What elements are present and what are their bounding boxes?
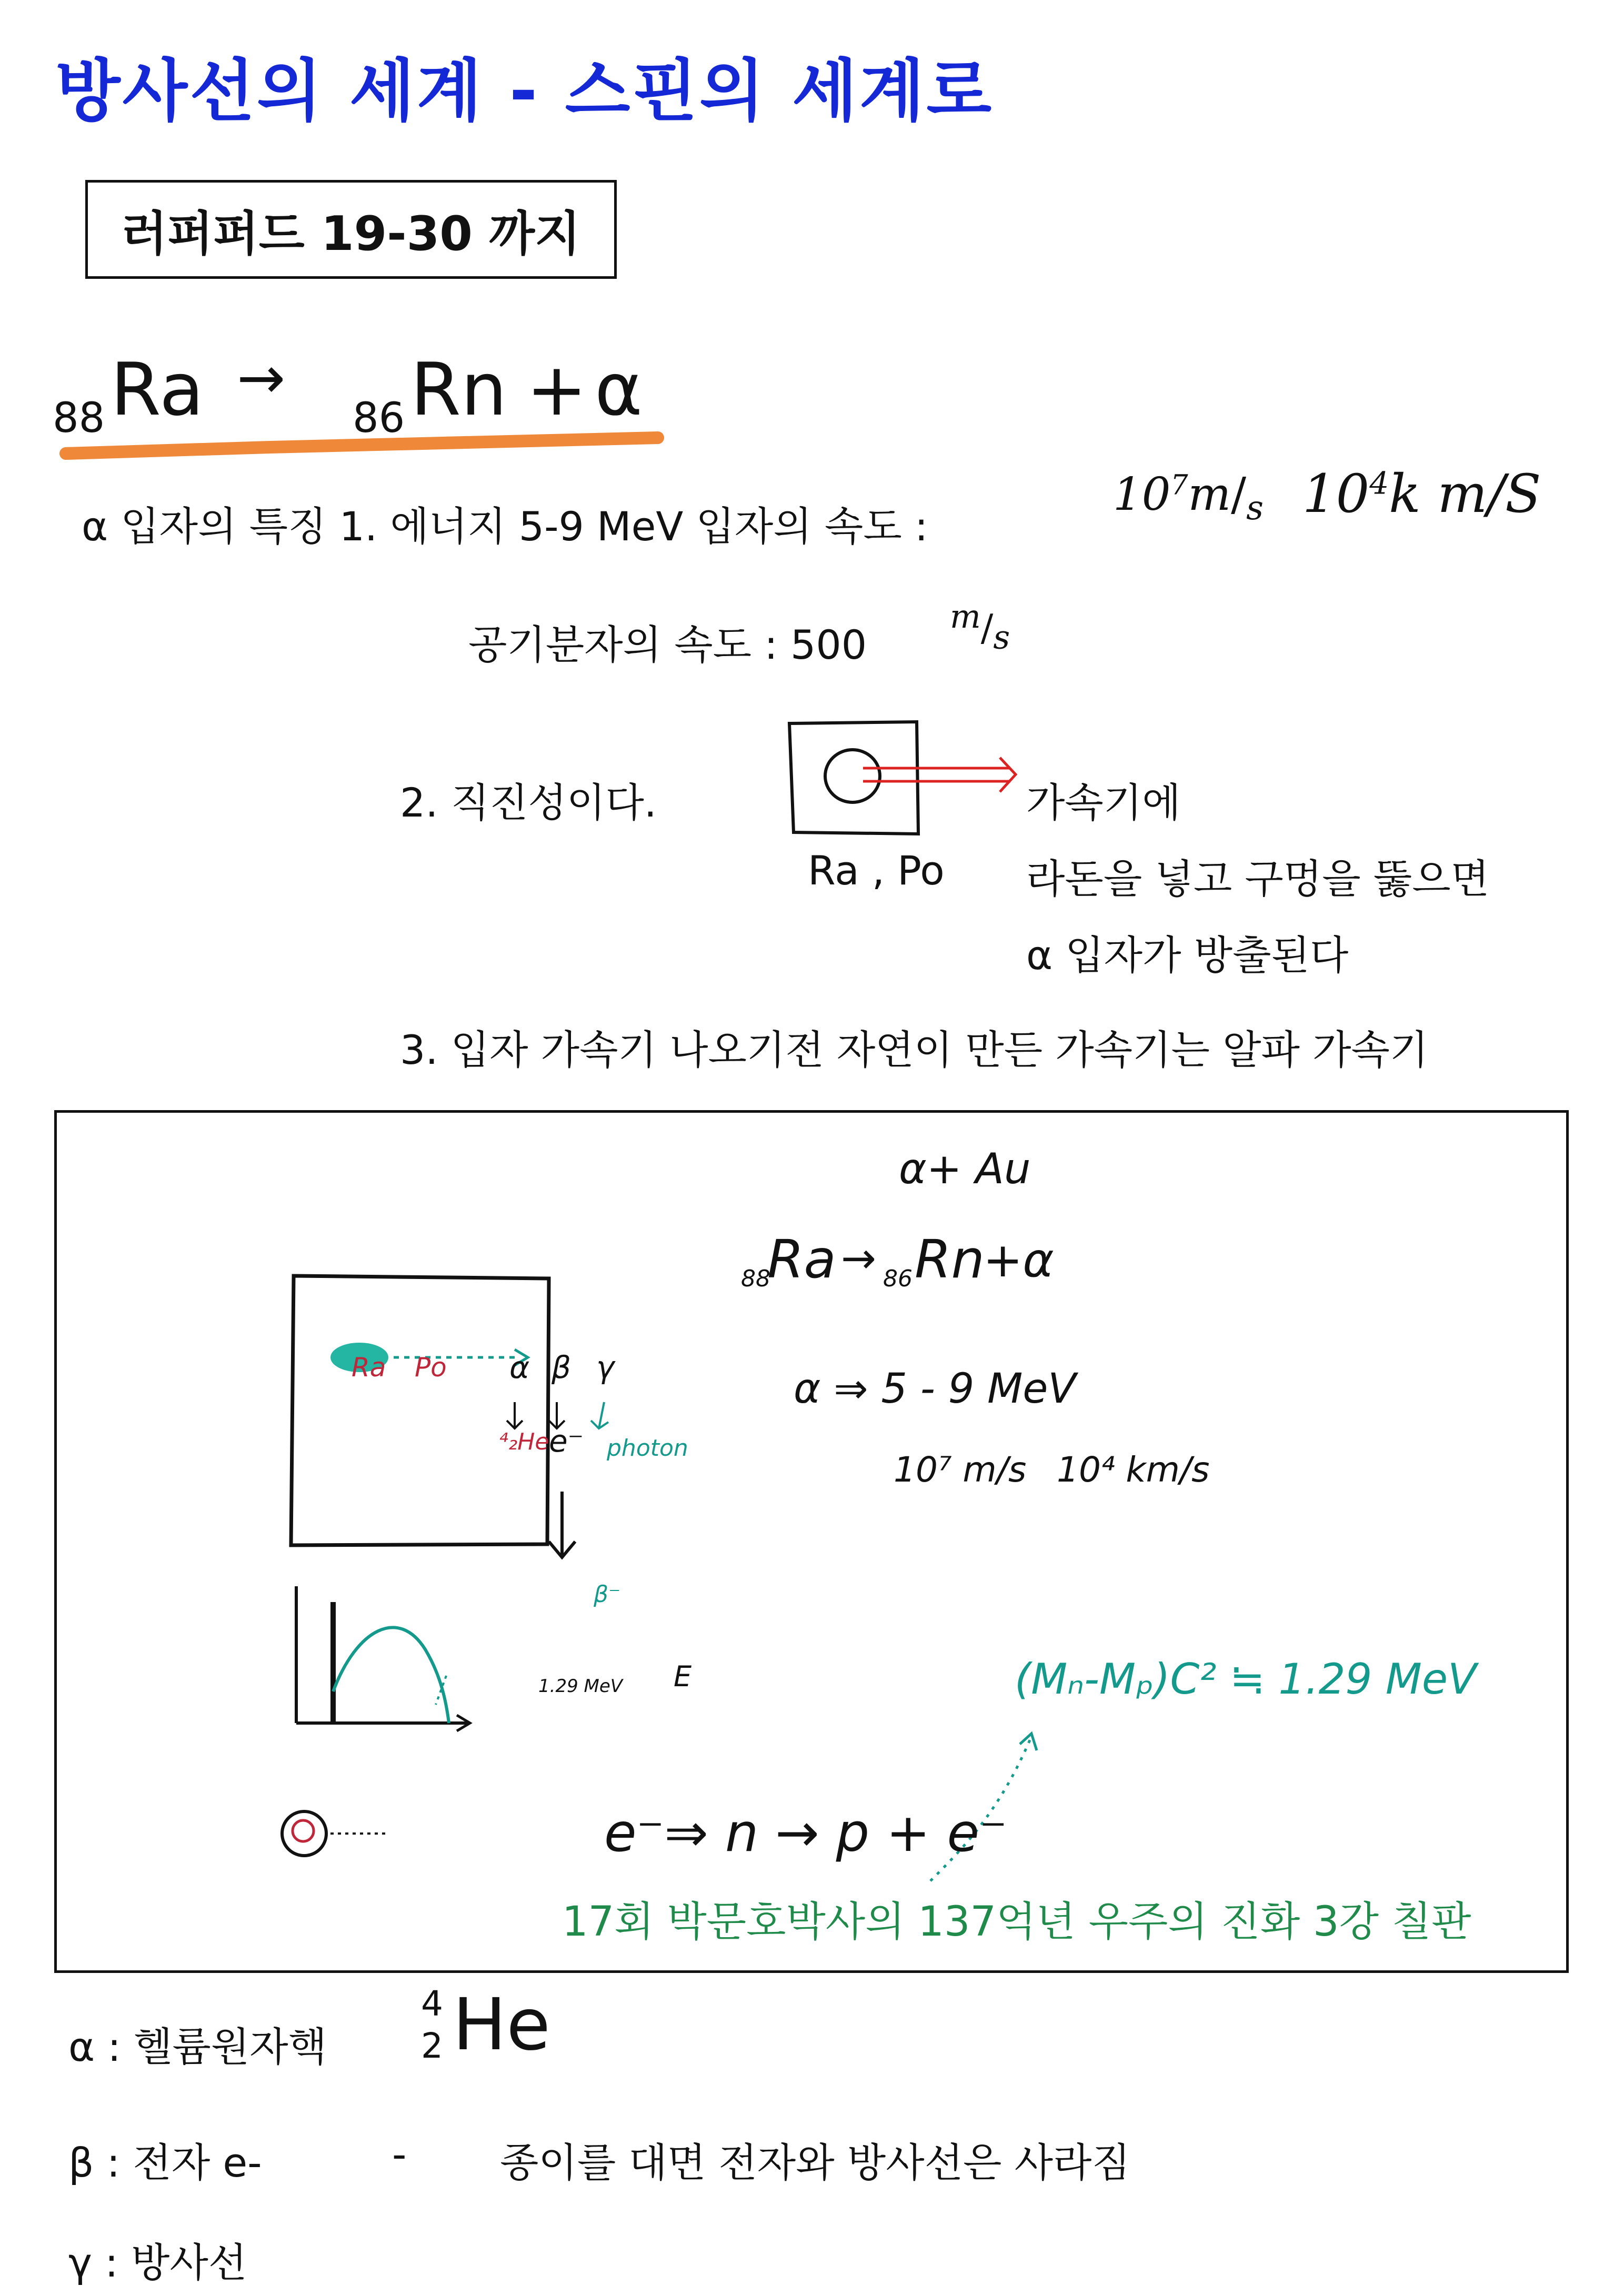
alpha-label: α : 헬륨원자핵 [68, 2023, 327, 2070]
helium-nuclide [421, 1983, 579, 2089]
board-graph-axis: E [674, 1660, 692, 1693]
reaction-plus: + [526, 347, 587, 432]
speed-a: $10^7m/_s$ [1113, 468, 1264, 528]
board-top-formula: α+ Au [899, 1144, 1031, 1193]
speed-b-base: 10 [1302, 463, 1370, 525]
accel-line-2: 라돈을 넣고 구멍을 뚫으면 [1026, 855, 1490, 902]
board-photo [54, 1110, 1569, 1973]
board-sketch [267, 1260, 741, 1891]
air-speed-label: 공기분자의 속도 : 500 [468, 621, 867, 668]
board-z2: 86 [883, 1265, 913, 1292]
accel-line-1: 가속기에 [1026, 779, 1181, 826]
page-title: 방사선의 세계 - 스핀의 세계로 [55, 52, 994, 130]
board-photon: photon [607, 1435, 688, 1462]
board-speed-1: 10⁷ m/s [894, 1449, 1027, 1490]
board-po: Po [415, 1352, 447, 1383]
board-decay: e⁻⇒ n → p + e⁻ [604, 1802, 1007, 1864]
reaction-el2: Rn [410, 347, 507, 432]
board-e: e⁻ [549, 1423, 584, 1459]
helium-mass: 4 [421, 1983, 443, 2024]
helium-z: 2 [421, 2026, 443, 2066]
beta-label: β : 전자 e- [68, 2139, 262, 2186]
board-reaction [741, 1228, 1162, 1307]
beta-dash: - [392, 2131, 407, 2178]
board-he: ⁴₂He [499, 1428, 549, 1455]
beta-note: 종이를 대면 전자와 방사선은 사라짐 [500, 2139, 1130, 2186]
board-el1: Ra [767, 1228, 836, 1290]
board-z1: 88 [741, 1265, 770, 1292]
air-unit-s: s [993, 618, 1010, 657]
speed-a-unit-s: s [1246, 489, 1264, 528]
reaction-particle: α [595, 347, 643, 432]
board-energy: α ⇒ 5 - 9 MeV [794, 1365, 1076, 1413]
reaction-arrow: → [237, 344, 286, 411]
box-label: Ra , Po [808, 847, 945, 894]
speed-b [1302, 463, 1541, 525]
air-speed-unit: $^m/_s$ [950, 597, 1010, 657]
board-caption: 17회 박문호박사의 137억년 우주의 진화 3강 칠판 [562, 1898, 1471, 1946]
point-2: 2. 직진성이다. [400, 779, 657, 826]
board-mass-formula: (Mₙ-Mₚ)C² ≒ 1.29 MeV [1015, 1655, 1477, 1704]
board-beta: β [552, 1350, 572, 1385]
range-box-label: 러퍼퍼드 19-30 까지 [121, 206, 581, 261]
speed-a-unit-m: m [1188, 468, 1231, 521]
gamma-label: γ : 방사선 [68, 2239, 247, 2286]
air-unit-m: m [950, 597, 981, 636]
board-graph-tick: 1.29 MeV [538, 1676, 623, 1697]
accel-line-3: α 입자가 방출된다 [1026, 932, 1349, 979]
board-gamma: γ [596, 1350, 615, 1385]
point-3: 3. 입자 가속기 나오기전 자연이 만든 가속기는 알파 가속기 [400, 1026, 1429, 1073]
alpha-features-line: α 입자의 특징 1. 에너지 5-9 MeV 입자의 속도 : [82, 503, 928, 550]
reaction-z1: 88 [53, 395, 105, 442]
board-ra: Ra [352, 1352, 386, 1383]
helium-symbol: He [453, 1983, 550, 2067]
speed-a-base: 10 [1113, 468, 1171, 521]
speed-b-exp: 4 [1369, 465, 1389, 501]
board-rest: +α [983, 1233, 1054, 1288]
board-el2: Rn [915, 1228, 985, 1290]
reaction-el1: Ra [111, 347, 204, 432]
accelerator-sketch [779, 716, 1031, 847]
board-graph-curve: β⁻ [594, 1581, 621, 1608]
board-alpha: α [509, 1350, 530, 1385]
board-speed-2: 10⁴ km/s [1057, 1449, 1210, 1490]
reaction-z2: 86 [353, 395, 405, 442]
speed-a-exp: 7 [1170, 469, 1188, 501]
board-arrow: → [841, 1234, 877, 1283]
speed-b-unit: k m/S [1389, 463, 1541, 525]
